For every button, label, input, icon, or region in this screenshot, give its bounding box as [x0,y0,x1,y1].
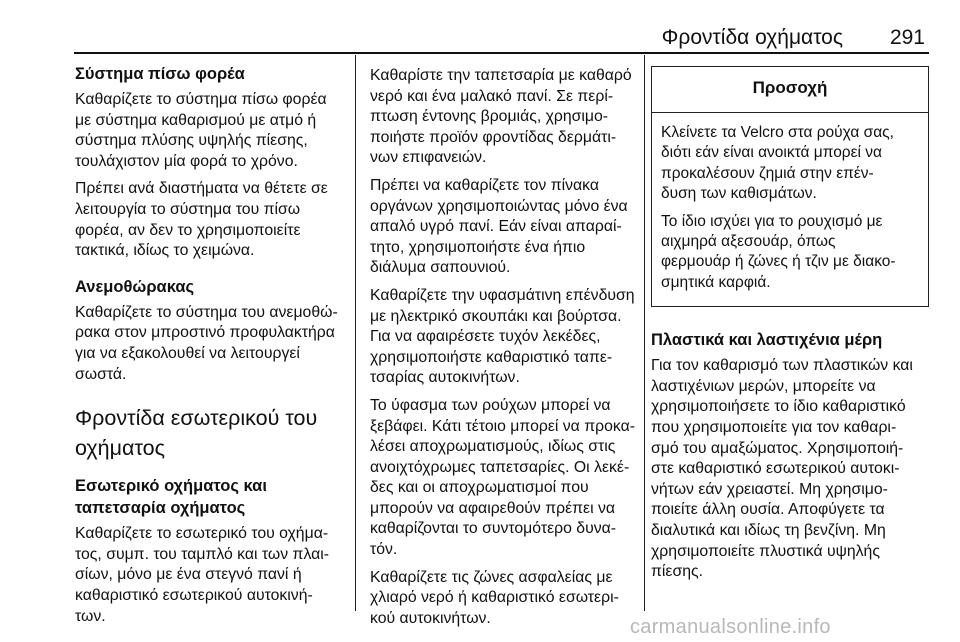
caution-body [652,113,928,306]
paragraph: Καθαρίζετε τις ζώνες ασφαλείας με χλιαρό νερό ή καθαριστικό εσωτερι- κού αυτοκινήτων. [370,568,619,627]
column-1 [75,63,350,634]
paragraph: Καθαρίζετε το εσωτερικό του οχήμα- τος, συμπ. του ταμπλό και των πλαι- σίων, μόνο με ένα στεγνό πανί ή καθαριστικό εσωτερικού αυτοκινή- των. [75,525,330,625]
section-title-interior-care: Φροντίδα εσωτερικού του οχήματος [75,406,318,461]
paragraph: Καθαρίζετε το σύστημα του ανεμοθώ- ρακα στον μπροστινό προφυλακτήρα για να εξακολουθεί να λειτουργεί σωστά. [75,303,338,383]
paragraph: Πρέπει να καθαρίζετε τον πίνακα οργάνων χρησιμοποιώντας μόνο ένα απαλό υγρό πανί. Εάν είναι απαραί- τητο, χρησιμοποιήστε ένα ήπιο διάλυμα σαπουνιού. [370,176,628,277]
heading-interior-upholstery: Εσωτερικό οχήματος και ταπετσαρία οχήματος [75,477,267,518]
heading-rear-carrier: Σύστημα πίσω φορέα [75,65,245,83]
caution-box [651,66,929,307]
page-number: 291 [889,26,925,49]
paragraph: Για τον καθαρισμό των πλαστικών και λαστιχένιων μερών, μπορείτε να χρησιμοποιήσετε το ίδιο καθαριστικό που χρησιμοποιείτε για τον καθαρι- σμό του αμαξώματος. Χρησιμοποιή- στε καθαριστικό εσωτερικού αυτοκι- νήτων εάν χρειαστεί. Μη χρησιμο- ποιείτε άλλη ουσία. Αποφύγετε τα διαλυτικά και ιδίως τη βενζίνη. Μη χρησιμοποιείτε πλυστικά υψηλής πίεσης. [651,357,913,581]
header-rule [74,52,929,54]
column-divider-1 [355,55,356,611]
column-divider-2 [644,55,645,611]
heading-windscreen: Ανεμοθώρακας [75,277,195,296]
caution-title: Προσοχή [652,67,928,113]
header-title: Φροντίδα οχήματος [661,26,843,49]
column-2 [370,66,638,636]
watermark: carmanualsonline.info [630,616,831,638]
heading-plastic-rubber: Πλαστικά και λαστιχένια μέρη [651,331,883,350]
paragraph: Καθαρίστε την ταπετσαρία με καθαρό νερό και ένα μαλακό πανί. Σε περί- πτωση έντονης βρομιάς, χρησιμο- ποιήστε προϊόν φροντίδας δερμάτι- νων επιφανειών. [370,67,632,167]
paragraph: Το ύφασμα των ρούχων μπορεί να ξεβάφει. Κάτι τέτοιο μπορεί να προκα- λέσει αποχρωματισμούς, ιδίως στις ανοιχτόχρωμες ταπετσαρίες. Οι λεκέ- δες και οι αποχρωματισμοί που μπορούν να αφαιρεθούν πρέπει να καθαρίζονται το συντομότερο δυνα- τόν. [370,396,635,559]
paragraph: Καθαρίζετε την υφασμάτινη επένδυση με ηλεκτρικό σκουπάκι και βούρτσα. Για να αφαιρέσετε τυχόν λεκέδες, χρησιμοποιήστε καθαριστικό ταπε- τσαρίας αυτοκινήτων. [370,286,635,387]
caution-paragraph: Το ίδιο ισχύει για το ρουχισμό με αιχμηρά αξεσουάρ, όπως φερμουάρ ή ζώνες ή τζιν με διακο- σμητικά καρφιά. [661,212,896,291]
column-3 [651,66,929,590]
paragraph: Πρέπει ανά διαστήματα να θέτετε σε λειτουργία το σύστημα του πίσω φορέα, αν δεν το χρησιμοποιείτε τακτικά, ιδίως το χειμώνα. [75,180,328,260]
caution-paragraph: Κλείνετε τα Velcro στα ρούχα σας, διότι εάν είναι ανοικτά μπορεί να προκαλέσουν ζημιά στην επέν- δυση των καθισμάτων. [661,124,894,203]
paragraph: Καθαρίζετε το σύστημα πίσω φορέα με σύστημα καθαρισμού με ατμό ή σύστημα πλύσης υψηλής πίεσης, τουλάχιστον μία φορά το χρόνο. [75,91,327,170]
